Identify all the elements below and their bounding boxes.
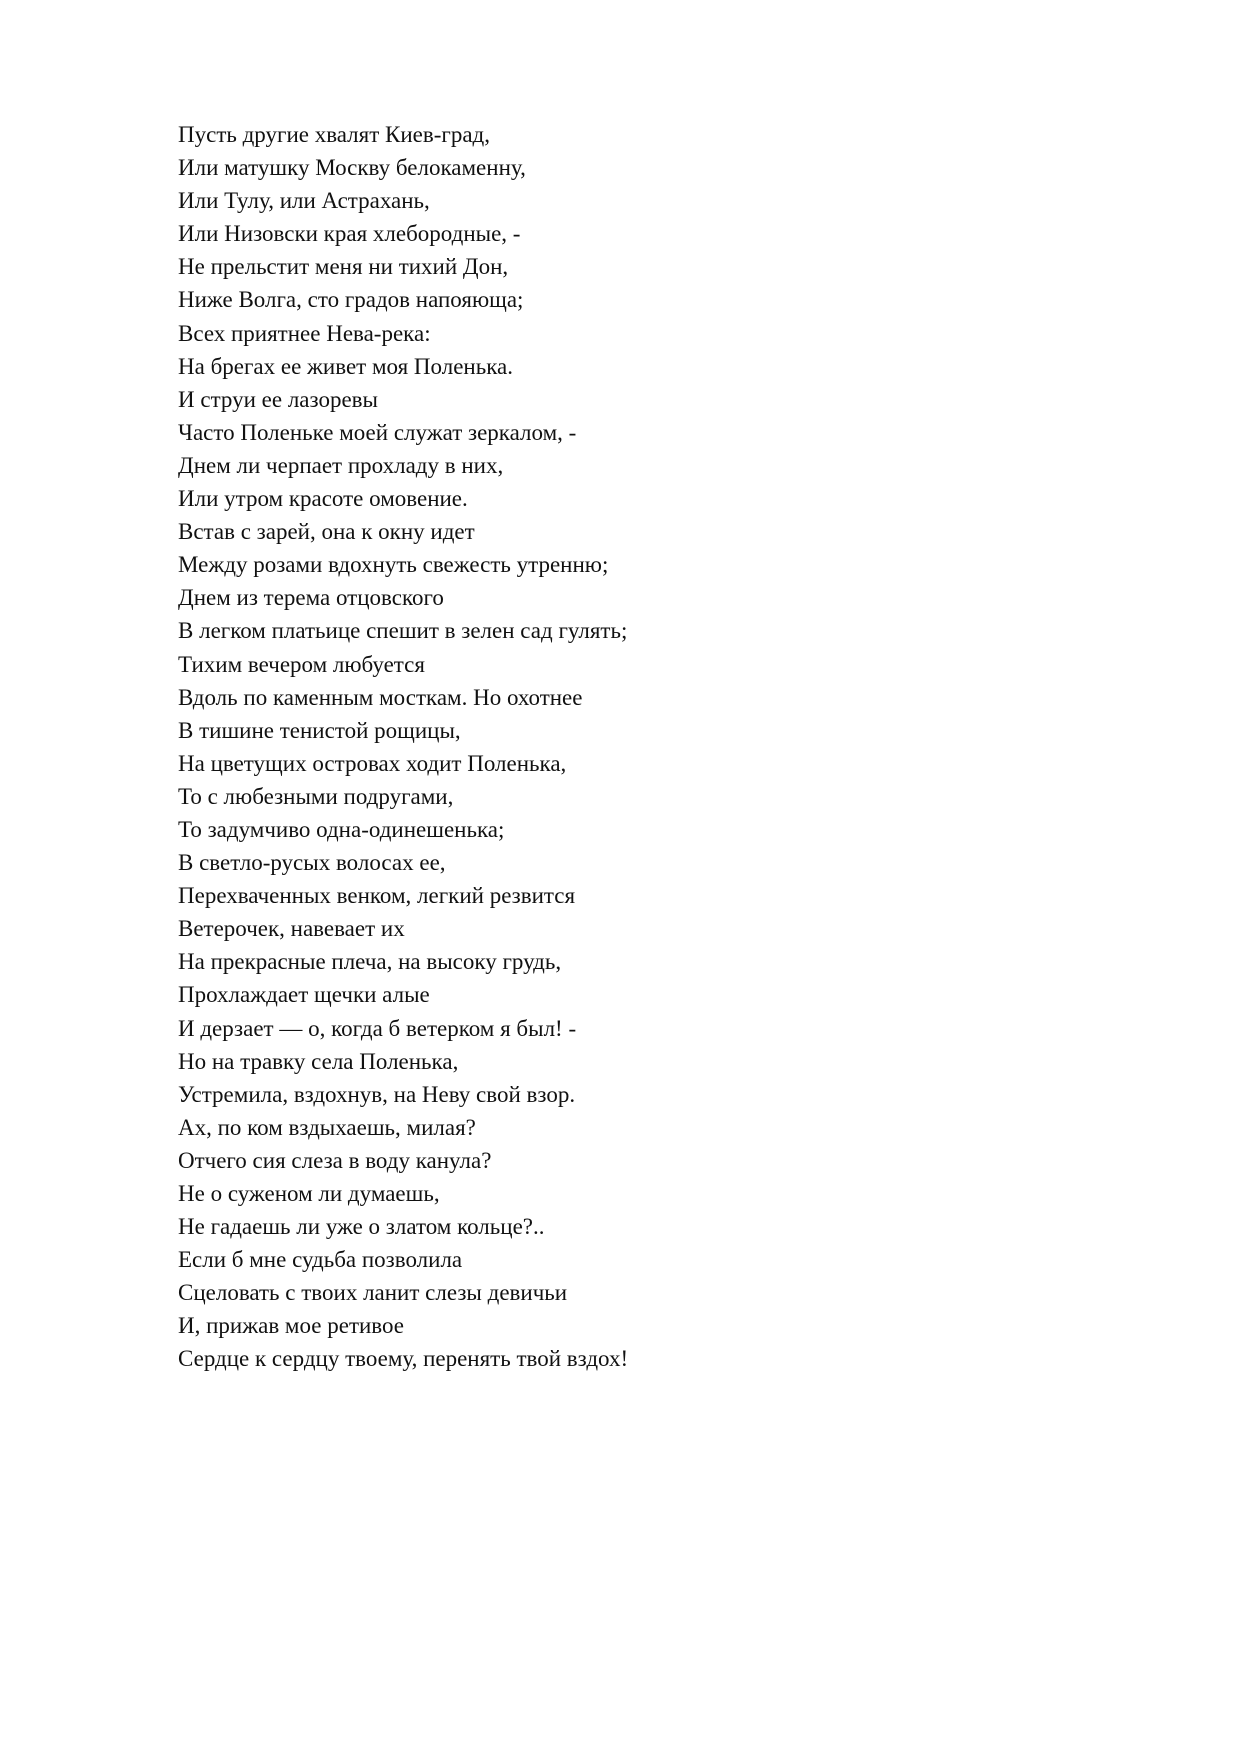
poem-line: Днем ли черпает прохладу в них,: [178, 452, 504, 478]
poem-line: То с любезными подругами,: [178, 783, 454, 809]
poem-line: Днем из терема отцовского: [178, 585, 444, 611]
poem-line: В тишине тенистой рощицы,: [178, 717, 461, 743]
poem-line: В светло-русых волосах ее,: [178, 850, 446, 876]
poem-line: Ниже Волга, сто градов напояюща;: [178, 287, 524, 313]
poem-line: Не о суженом ли думаешь,: [178, 1181, 440, 1206]
poem-line: И, прижав мое ретивое: [178, 1313, 404, 1339]
poem-line: Если б мне судьба позволила: [178, 1247, 463, 1273]
poem-line: На брегах ее живет моя Поленька.: [178, 353, 513, 379]
poem-line: Часто Поленьке моей служат зеркалом, -: [178, 419, 577, 445]
poem-line: Или утром красоте омовение.: [178, 486, 468, 512]
poem-line: На цветущих островах ходит Поленька,: [178, 750, 567, 776]
poem-line: Пусть другие хвалят Киев-град,: [178, 122, 491, 147]
poem-line: Или Низовски края хлебородные, -: [178, 221, 521, 247]
poem-line: Или матушку Москву белокаменну,: [178, 155, 526, 181]
poem-line: То задумчиво одна-одинешенька;: [178, 816, 505, 842]
poem-line: Но на травку села Поленька,: [178, 1048, 459, 1074]
poem-line: Всех приятнее Нева-река:: [178, 320, 431, 346]
poem-line: Между розами вдохнуть свежесть утренню;: [178, 552, 609, 578]
poem-line: Ах, по ком вздыхаешь, милая?: [178, 1114, 476, 1140]
poem-line: И струи ее лазоревы: [178, 386, 378, 412]
poem-line: Не гадаешь ли уже о златом кольце?..: [178, 1214, 545, 1240]
poem-line: На прекрасные плеча, на высоку грудь,: [178, 949, 562, 975]
poem-line: Ветерочек, навевает их: [178, 916, 405, 942]
poem-line: Устремила, вздохнув, на Неву свой взор.: [178, 1081, 576, 1107]
poem-line: Сцеловать с твоих ланит слезы девичьи: [178, 1280, 568, 1306]
poem-line: Или Тулу, или Астрахань,: [178, 188, 430, 214]
poem-line: Не прельстит меня ни тихий Дон,: [178, 254, 509, 280]
poem-line: Прохлаждает щечки алые: [178, 982, 430, 1008]
poem-line: Сердце к сердцу твоему, перенять твой вздох!: [178, 1346, 629, 1372]
poem-line: Встав с зарей, она к окну идет: [178, 519, 475, 545]
poem-line: Отчего сия слеза в воду канула?: [178, 1147, 492, 1173]
poem-line: Перехваченных венком, легкий резвится: [178, 883, 576, 909]
poem-line: Тихим вечером любуется: [178, 651, 425, 677]
poem-line: И дерзает — о, когда б ветерком я был! -: [178, 1015, 577, 1041]
poem-line: Вдоль по каменным мосткам. Но охотнее: [178, 684, 583, 710]
poem-line: В легком платьице спешит в зелен сад гулять;: [178, 618, 628, 644]
poem-text: [178, 118, 1078, 1376]
